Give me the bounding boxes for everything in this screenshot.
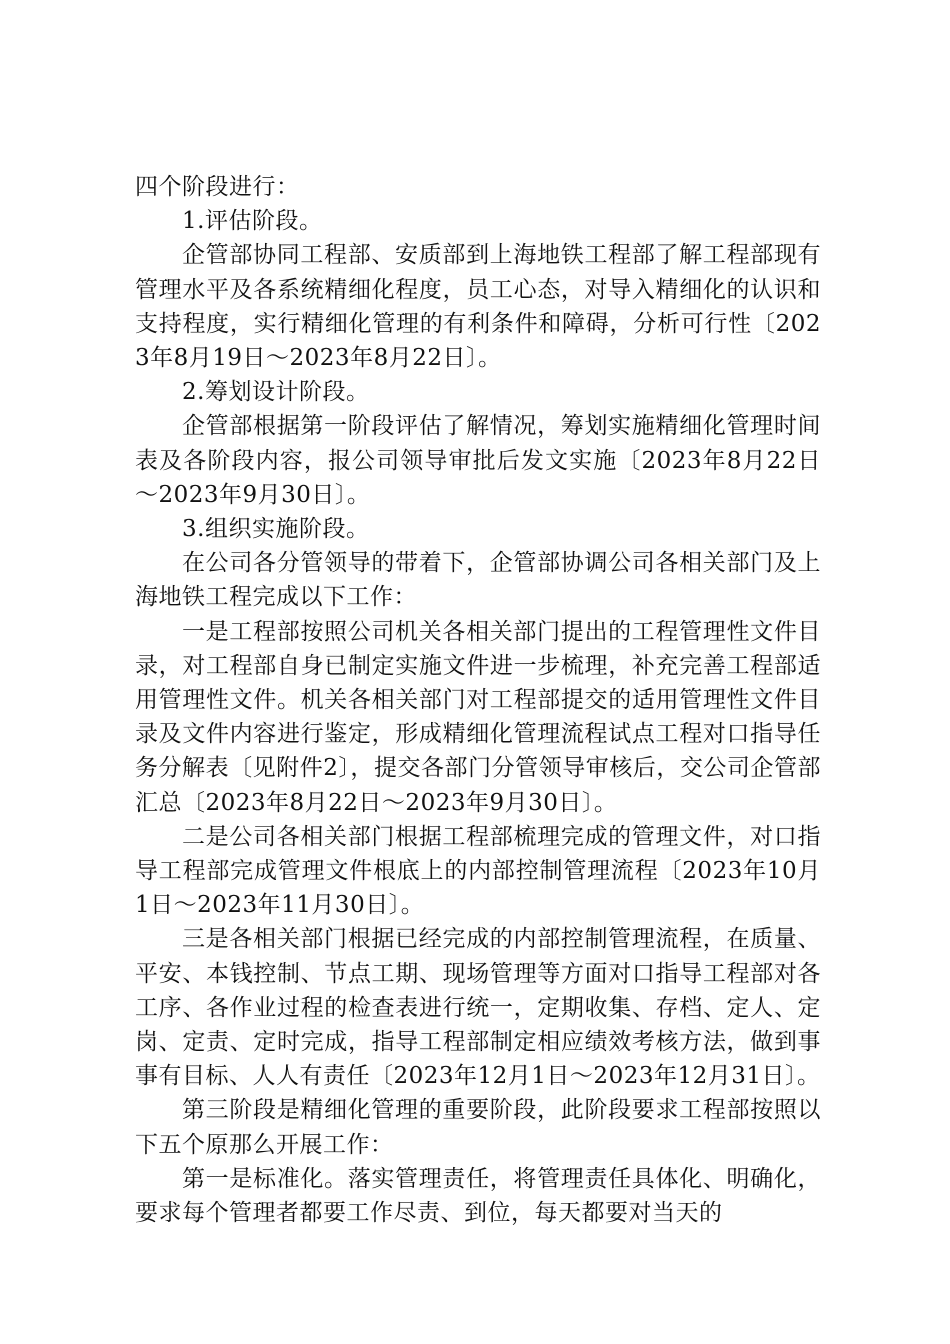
paragraph-task-three: 三是各相关部门根据已经完成的内部控制管理流程，在质量、平安、本钱控制、节点工期、现场管理等方面对口指导工程部对各工序、各作业过程的检查表进行统一，定期收集、存档、定人、定岗、定责、定时完成，指导工程部制定相应绩效考核方法，做到事事有目标、人人有责任〔2023年12月1日～2023年12月31日〕。 [135, 926, 821, 1090]
paragraph-stage-three-principles: 第三阶段是精细化管理的重要阶段，此阶段要求工程部按照以下五个原那么开展工作： [135, 1097, 821, 1158]
paragraph-task-two: 二是公司各相关部门根据工程部梳理完成的管理文件，对口指导工程部完成管理文件根底上的内部控制管理流程〔2023年10月1日～2023年11月30日〕。 [135, 823, 821, 919]
paragraph-assessment: 企管部协同工程部、安质部到上海地铁工程部了解工程部现有管理水平及各系统精细化程度，员工心态，对导入精细化的认识和支持程度，实行精细化管理的有利条件和障碍，分析可行性〔2023年8月19日～2023年8月22日〕。 [135, 242, 821, 372]
paragraph-planning: 企管部根据第一阶段评估了解情况，筹划实施精细化管理时间表及各阶段内容，报公司领导审批后发文实施〔2023年8月22日～2023年9月30日〕。 [135, 413, 821, 508]
heading-assessment-stage: 1.评估阶段。 [182, 208, 323, 235]
heading-implementation-stage: 3.组织实施阶段。 [182, 516, 370, 543]
paragraph-standardization: 第一是标准化。落实管理责任，将管理责任具体化、明确化，要求每个管理者都要工作尽责、到位，每天都要对当天的 [135, 1165, 821, 1227]
paragraph-task-one: 一是工程部按照公司机关各相关部门提出的工程管理性文件目录，对工程部自身已制定实施文件进一步梳理，补充完善工程部适用管理性文件。机关各相关部门对工程部提交的适用管理性文件目录及文件内容进行鉴定，形成精细化管理流程试点工程对口指导任务分解表〔见附件2〕，提交各部门分管领导审核后，交公司企管部汇总〔2023年8月22日～2023年9月30日〕。 [135, 618, 821, 816]
paragraph-intro: 四个阶段进行： [135, 174, 300, 200]
heading-planning-stage: 2.筹划设计阶段。 [182, 379, 370, 406]
paragraph-implementation: 在公司各分管领导的带着下，企管部协调公司各相关部门及上海地铁工程完成以下工作： [135, 550, 821, 611]
document-body [135, 170, 821, 1230]
